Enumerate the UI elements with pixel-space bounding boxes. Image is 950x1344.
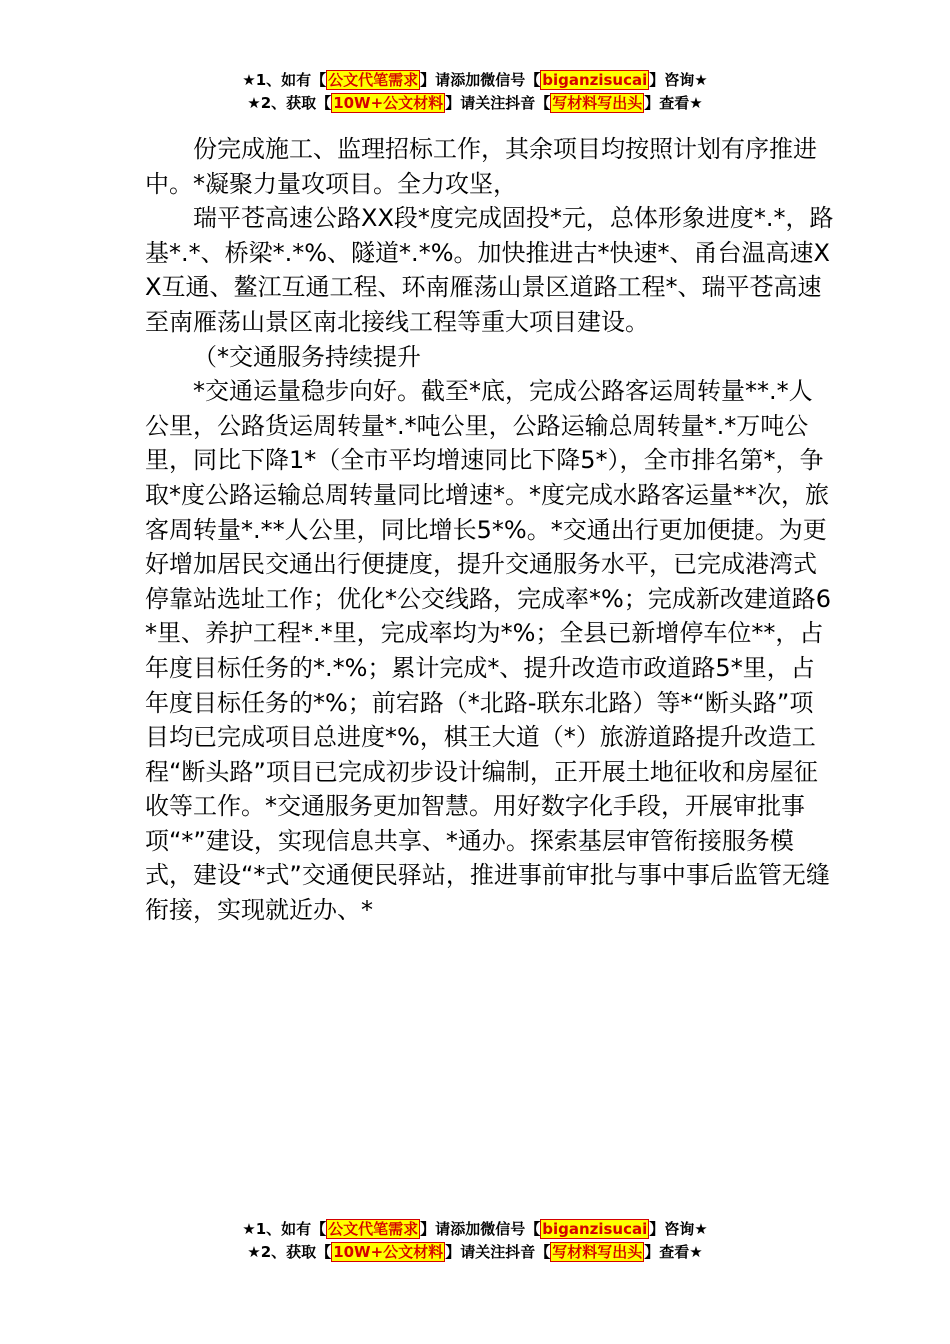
banner-text: ★2、获取【 [247, 94, 332, 112]
document-body [145, 132, 835, 928]
highlight-wechat-id: biganzisucai [542, 71, 648, 89]
banner-text: 】请 [420, 1220, 451, 1238]
banner-text: 】请 [420, 71, 451, 89]
banner-text: 微信号【 [480, 71, 541, 89]
highlight-materials: 10W+公文材料 [333, 1243, 444, 1261]
paragraph: *交通运量稳步向好。截至*底，完成公路客运周转量**.*人公里，公路货运周转量*.*吨公里，公路运输总周转量*.*万吨公里，同比下降1*（全市平均增速同比下降5*），全市排名第*，争取*度公路运输总周转量同比增速*。*度完成水路客运量**次，旅客周转量*.**人公里，同比增长5*%。*交通出行更加便捷。为更好增加居民交通出行便捷度，提升交通服务水平，已完成港湾式停靠站选址工作；优化*公交线路，完成率*%；完成新改建道路6*里、养护工程*.*里，完成率均为*%；全县已新增停车位**，占年度目标任务的*.*%；累计完成*、提升改造市政道路5*里，占年度目标任务的*%；前宕路（*北路-联东北路）等*“断头路”项目均已完成项目总进度*%，棋王大道（*）旅游道路提升改造工程“断头路”项目已完成初步设计编制，正开展土地征收和房屋征收等工作。*交通服务更加智慧。用好数字化手段，开展审批事项“*”建设，实现信息共享、*通办。探索基层审管衔接服务模式，建设“*式”交通便民驿站，推进事前审批与事中事后监管无缝衔接，实现就近办、* [145, 377, 832, 925]
banner-text: 】咨询★ [649, 71, 708, 89]
highlight-materials: 10W+公文材料 [333, 94, 444, 112]
banner-text: 微信号【 [480, 1220, 541, 1238]
banner-emphasis: 关注 [475, 1243, 506, 1261]
banner-text: 】请 [445, 1243, 476, 1261]
header-banner [0, 69, 950, 115]
banner-text: ★2、获取【 [247, 1243, 332, 1261]
highlight-ghostwriting: 公文代笔需求 [328, 1220, 419, 1238]
footer-banner [0, 1218, 950, 1264]
banner-text: 】查看★ [644, 1243, 703, 1261]
banner-emphasis: 添加 [450, 1220, 481, 1238]
banner-text: 抖音【 [505, 94, 551, 112]
highlight-douyin-account: 写材料写出头 [552, 94, 643, 112]
highlight-douyin-account: 写材料写出头 [552, 1243, 643, 1261]
banner-emphasis: 关注 [475, 94, 506, 112]
header-banner-line-2 [0, 92, 950, 115]
banner-text: 】咨询★ [649, 1220, 708, 1238]
footer-banner-line-2 [0, 1241, 950, 1264]
banner-text: 抖音【 [505, 1243, 551, 1261]
banner-emphasis: 添加 [450, 71, 481, 89]
header-banner-line-1 [0, 69, 950, 92]
banner-text: 】请 [445, 94, 476, 112]
banner-text: ★1、如有【 [242, 1220, 327, 1238]
paragraph: 瑞平苍高速公路XX段*度完成固投*元，总体形象进度*.*，路基*.*、桥梁*.*%、隧道*.*%。加快推进古*快速*、甬台温高速XX互通、鳌江互通工程、环南雁荡山景区道路工程*、瑞平苍高速至南雁荡山景区南北接线工程等重大项目建设。 [145, 204, 834, 336]
paragraph: 份完成施工、监理招标工作，其余项目均按照计划有序推进中。*凝聚力量攻项目。全力攻坚， [145, 135, 817, 198]
footer-banner-line-1 [0, 1218, 950, 1241]
highlight-wechat-id: biganzisucai [542, 1220, 648, 1238]
highlight-ghostwriting: 公文代笔需求 [328, 71, 419, 89]
banner-text: ★1、如有【 [242, 71, 327, 89]
section-heading: （*交通服务持续提升 [193, 342, 421, 371]
banner-text: 】查看★ [644, 94, 703, 112]
